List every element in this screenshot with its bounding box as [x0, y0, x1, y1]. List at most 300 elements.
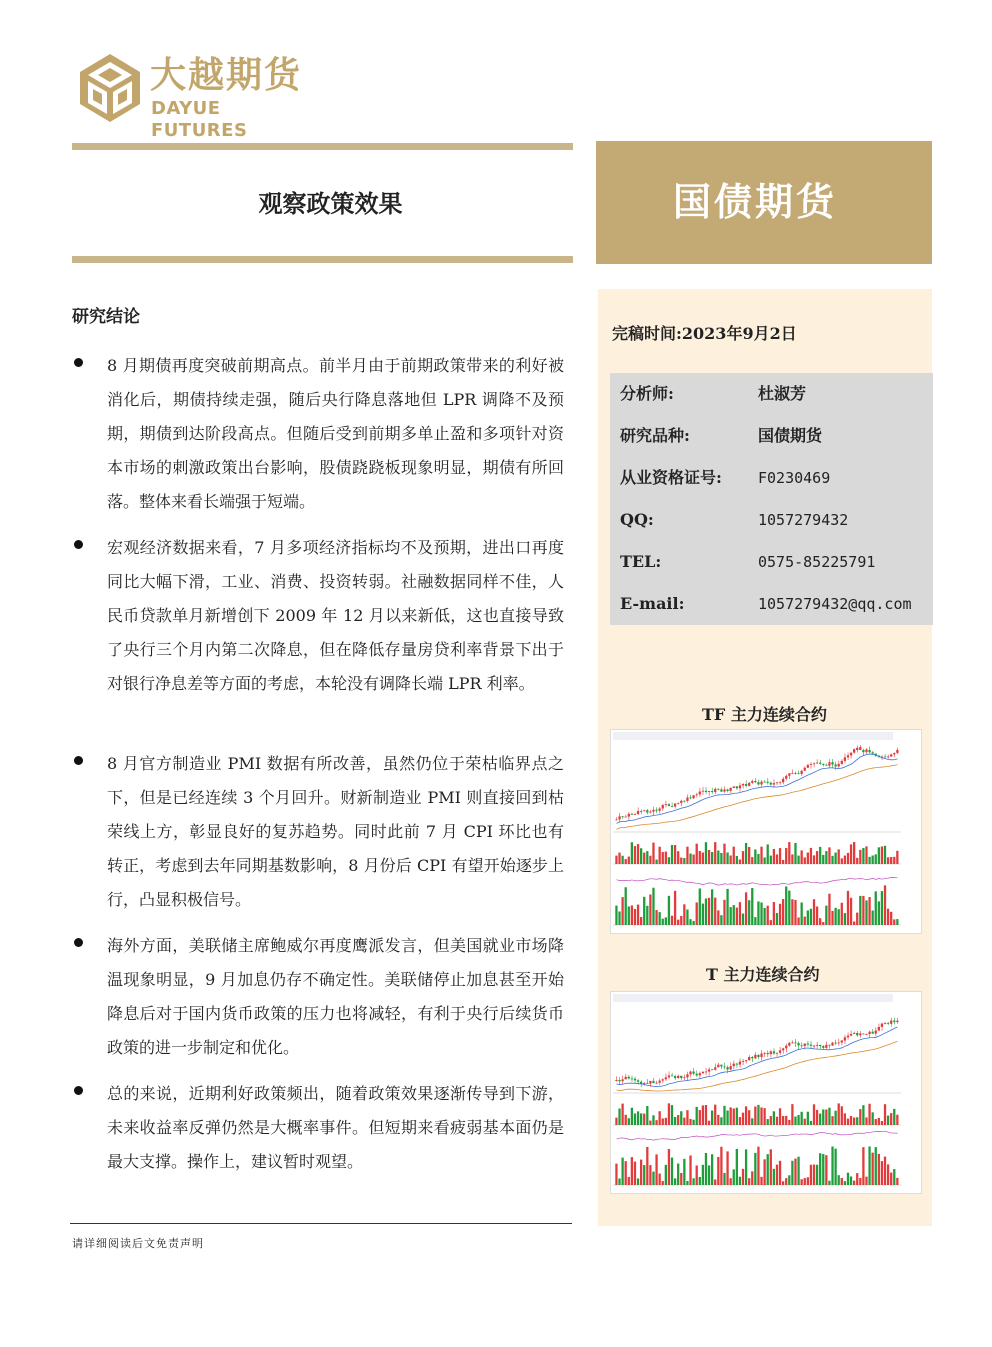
volume-bar: [748, 847, 750, 864]
volume-bar: [856, 858, 858, 864]
indicator-bar: [801, 1179, 803, 1185]
candle-body: [856, 748, 858, 750]
candle-body: [794, 773, 796, 774]
candle-body: [868, 1032, 870, 1034]
volume-bar: [890, 857, 892, 864]
indicator-bar: [705, 898, 707, 925]
indicator-bar: [853, 1181, 855, 1185]
volume-bar: [625, 1115, 627, 1125]
candle-body: [807, 765, 809, 768]
volume-bar: [872, 1112, 874, 1125]
indicator-bar: [828, 1181, 830, 1185]
bullet-text: 宏观经济数据来看，7 月多项经济指标均不及预期，进出口再度同比大幅下滑，工业、消费、投资转弱。社融数据同样不佳，人民币贷款单月新增创下 2009 年 12 月以来新低，这也直接导致了央行三个月内第二次降息，但在降低存量房贷利率背景下出于对银行净息差等方面的考虑，本轮没有调降长端 LPR 利率。: [107, 538, 564, 693]
volume-bar: [726, 1111, 728, 1125]
indicator-bar: [652, 1172, 654, 1185]
indicator-bar: [711, 1154, 713, 1185]
indicator-bar: [699, 888, 701, 925]
volume-bar: [862, 1105, 864, 1125]
volume-bar: [652, 1115, 654, 1125]
indicator-bar: [674, 1178, 676, 1185]
candle-body: [893, 1021, 895, 1022]
volume-bar: [791, 1104, 793, 1125]
indicator-bar: [776, 913, 778, 925]
indicator-bar: [634, 1162, 636, 1185]
volume-bar: [896, 1115, 898, 1125]
indicator-bar: [702, 1165, 704, 1185]
volume-bar: [692, 855, 694, 864]
indicator-bar: [705, 1153, 707, 1185]
candle-body: [810, 1045, 812, 1046]
candle-body: [831, 762, 833, 764]
volume-bar: [754, 1107, 756, 1125]
indicator-bar: [788, 1175, 790, 1185]
candle-body: [754, 1055, 756, 1059]
candle-body: [686, 1074, 688, 1077]
indicator-bar: [893, 1169, 895, 1185]
volume-bar: [730, 1107, 732, 1125]
candle-body: [720, 789, 722, 791]
indicator-bar: [677, 920, 679, 925]
volume-bar: [785, 1116, 787, 1125]
candle-body: [655, 810, 657, 811]
candle-body: [705, 1072, 707, 1073]
candle-body: [631, 814, 633, 815]
indicator-bar: [649, 1165, 651, 1185]
indicator-bar: [674, 891, 676, 925]
candle-body: [714, 1067, 716, 1069]
indicator-bar: [625, 887, 627, 925]
volume-bar: [757, 1105, 759, 1125]
indicator-bar: [621, 897, 623, 925]
volume-bar: [782, 860, 784, 864]
candle-body: [686, 798, 688, 801]
volume-bar: [677, 1115, 679, 1125]
indicator-bar: [733, 1169, 735, 1185]
bullet-dot-icon: [74, 1086, 83, 1095]
indicator-bar: [751, 1171, 753, 1185]
volume-bar: [618, 1109, 620, 1125]
candle-body: [797, 1043, 799, 1045]
volume-bar: [825, 1110, 827, 1125]
volume-bar: [668, 857, 670, 864]
candle-body: [859, 1034, 861, 1036]
indicator-bar: [631, 1157, 633, 1185]
candle-body: [751, 1057, 753, 1058]
info-value: F0230469: [758, 469, 831, 487]
volume-bar: [655, 1120, 657, 1125]
candle-body: [770, 1051, 772, 1054]
candle-body: [884, 757, 886, 758]
volume-bar: [770, 856, 772, 864]
info-value: 杜淑芳: [758, 384, 807, 403]
conclusion-bullet: [72, 531, 564, 735]
volume-bar: [828, 847, 830, 864]
indicator-bar: [708, 1165, 710, 1185]
candle-body: [760, 1054, 762, 1057]
indicator-bar: [791, 1161, 793, 1185]
indicator-bar: [683, 904, 685, 925]
volume-bar: [748, 1110, 750, 1125]
volume-bar: [720, 1117, 722, 1125]
info-label: 从业资格证号:: [620, 468, 722, 487]
candle-body: [628, 1077, 630, 1079]
volume-bar: [760, 847, 762, 864]
indicator-bar: [717, 910, 719, 925]
candle-body: [838, 1043, 840, 1044]
indicator-bar: [822, 922, 824, 925]
indicator-bar: [896, 1178, 898, 1185]
bullet-text: 总的来说，近期利好政策频出，随着政策效果逐渐传导到下游，未来收益率反弹仍然是大概率事件。但短期来看疲弱基本面仍是最大支撑。操作上，建议暂时观望。: [107, 1084, 564, 1171]
candle-body: [887, 1023, 889, 1024]
volume-bar: [745, 843, 747, 864]
volume-bar: [872, 856, 874, 864]
indicator-bar: [640, 917, 642, 925]
volume-bar: [810, 1121, 812, 1125]
indicator-bar: [659, 1174, 661, 1185]
tf-kline-chart: [611, 730, 921, 933]
volume-bar: [884, 846, 886, 864]
candle-body: [887, 756, 889, 757]
indicator-bar: [875, 891, 877, 925]
volume-bar: [665, 1118, 667, 1125]
indicator-bar: [872, 910, 874, 925]
volume-bar: [655, 860, 657, 864]
indicator-bar: [791, 899, 793, 925]
candle-body: [689, 798, 691, 799]
category-label: 国债期货: [672, 180, 837, 224]
indicator-bar: [847, 891, 849, 925]
volume-bar: [875, 1119, 877, 1125]
indicator-bar: [646, 1147, 648, 1185]
indicator-bar: [828, 894, 830, 925]
indicator-bar: [825, 1155, 827, 1185]
candle-body: [893, 753, 895, 754]
candle-body: [733, 1064, 735, 1067]
candle-body: [819, 1045, 821, 1046]
volume-bar: [819, 847, 821, 864]
volume-bar: [850, 844, 852, 864]
candle-body: [680, 801, 682, 803]
volume-bar: [643, 1114, 645, 1125]
indicator-bar: [810, 1165, 812, 1185]
indicator-bar: [708, 898, 710, 925]
volume-bar: [788, 842, 790, 864]
candle-body: [739, 786, 741, 789]
indicator-bar: [696, 1165, 698, 1185]
bullet-dot-icon: [74, 540, 83, 549]
volume-bar: [887, 857, 889, 864]
candle-body: [621, 816, 623, 817]
volume-bar: [782, 1116, 784, 1125]
indicator-bar: [754, 1153, 756, 1185]
candle-body: [862, 1034, 864, 1035]
volume-bar: [702, 1105, 704, 1125]
volume-bar: [853, 842, 855, 864]
candle-body: [862, 750, 864, 752]
indicator-bar: [677, 1164, 679, 1185]
indicator-bar: [643, 897, 645, 925]
volume-bar: [742, 851, 744, 864]
volume-bar: [825, 851, 827, 864]
candle-body: [668, 1075, 670, 1077]
candle-body: [736, 786, 738, 788]
info-label: 研究品种:: [620, 426, 690, 445]
candle-body: [683, 801, 685, 802]
candle-body: [677, 1076, 679, 1078]
indicator-bar: [714, 898, 716, 925]
volume-bar: [649, 856, 651, 864]
volume-bar: [733, 1108, 735, 1125]
volume-bar: [739, 859, 741, 864]
volume-bar: [859, 1109, 861, 1125]
indicator-bar: [696, 902, 698, 925]
tf-kline-chart-image: [610, 729, 922, 934]
bullet-text: 8 月官方制造业 PMI 数据有所改善，虽然仍位于荣枯临界点之下，但是已经连续 3 个月回升。财新制造业 PMI 则直接回到枯荣线上方，彰显良好的复苏趋势。同时此前 7 月 CPI 环比也有转正，考虑到去年同期基数影响，8 月份后 CPI 有望开始逐步上行，凸显积极信号。: [107, 754, 564, 909]
indicator-bar: [810, 909, 812, 925]
indicator-bar: [801, 902, 803, 925]
volume-bar: [714, 842, 716, 864]
candle-body: [760, 782, 762, 785]
indicator-bar: [865, 1177, 867, 1185]
indicator-bar: [779, 1161, 781, 1185]
title-rule-bottom: [72, 256, 573, 263]
candle-body: [838, 764, 840, 767]
indicator-bar: [785, 1178, 787, 1185]
indicator-bar: [659, 912, 661, 925]
indicator-bar: [655, 1154, 657, 1185]
email-link[interactable]: 1057279432@qq.com: [758, 595, 912, 613]
indicator-bar: [856, 913, 858, 925]
indicator-bar: [782, 1181, 784, 1185]
candle-body: [665, 1077, 667, 1079]
volume-bar: [754, 849, 756, 864]
indicator-bar: [662, 919, 664, 925]
candle-body: [699, 1073, 701, 1075]
volume-bar: [791, 854, 793, 864]
indicator-bar: [742, 913, 744, 925]
candle-body: [668, 804, 670, 806]
indicator-bar: [807, 910, 809, 925]
candle-body: [662, 1079, 664, 1080]
indicator-bar: [841, 903, 843, 925]
candle-body: [643, 1083, 645, 1084]
indicator-bar: [745, 1149, 747, 1185]
volume-bar: [868, 857, 870, 864]
indicator-bar: [770, 920, 772, 925]
volume-bar: [662, 1118, 664, 1125]
volume-bar: [733, 847, 735, 864]
indicator-bar: [646, 906, 648, 925]
volume-bar: [893, 857, 895, 864]
volume-bar: [816, 851, 818, 864]
volume-bar: [838, 849, 840, 864]
indicator-bar: [763, 908, 765, 925]
candle-body: [643, 810, 645, 811]
candle-body: [801, 1045, 803, 1046]
candle-body: [652, 1081, 654, 1083]
candle-body: [615, 1080, 617, 1081]
indicator-bar: [850, 898, 852, 925]
indicator-bar: [782, 899, 784, 925]
indicator-bar: [819, 1153, 821, 1185]
volume-bar: [637, 1111, 639, 1125]
indicator-bar: [631, 906, 633, 925]
volume-bar: [841, 1106, 843, 1125]
indicator-bar: [652, 888, 654, 925]
indicator-bar: [825, 906, 827, 925]
candle-body: [748, 783, 750, 786]
indicator-bar: [723, 900, 725, 925]
indicator-bar: [742, 1169, 744, 1185]
volume-bar: [767, 1119, 769, 1125]
candle-body: [890, 754, 892, 756]
candle-body: [794, 1042, 796, 1043]
candle-body: [745, 784, 747, 786]
indicator-bar: [634, 909, 636, 925]
volume-bar: [677, 851, 679, 864]
candle-body: [628, 814, 630, 817]
candle-body: [841, 761, 843, 764]
candle-body: [696, 794, 698, 795]
volume-bar: [674, 1117, 676, 1125]
candle-body: [711, 791, 713, 792]
indicator-bar: [637, 905, 639, 925]
indicator-bar: [754, 917, 756, 925]
volume-bar: [745, 1106, 747, 1125]
volume-bar: [779, 848, 781, 864]
volume-bar: [841, 858, 843, 864]
indicator-bar: [850, 1176, 852, 1185]
candle-body: [868, 750, 870, 752]
candle-body: [692, 795, 694, 798]
bullet-dot-icon: [74, 756, 83, 765]
volume-bar: [859, 850, 861, 864]
info-value: 国债期货: [758, 426, 823, 445]
candle-body: [767, 782, 769, 783]
candle-body: [847, 1036, 849, 1038]
volume-bar: [730, 855, 732, 864]
volume-bar: [711, 852, 713, 864]
candle-body: [640, 811, 642, 812]
candle-body: [816, 1045, 818, 1046]
candle-body: [773, 783, 775, 784]
volume-bar: [776, 1117, 778, 1125]
candle-body: [680, 1076, 682, 1078]
candle-body: [665, 804, 667, 805]
indicator-bar: [844, 1181, 846, 1185]
candle-body: [828, 762, 830, 765]
volume-bar: [810, 848, 812, 864]
candle-body: [652, 810, 654, 812]
volume-bar: [649, 1121, 651, 1125]
indicator-bar: [628, 1177, 630, 1185]
volume-bar: [689, 854, 691, 864]
candle-body: [720, 1065, 722, 1067]
volume-bar: [628, 857, 630, 864]
indicator-bar: [878, 901, 880, 925]
indicator-bar: [838, 1175, 840, 1185]
candle-body: [813, 1046, 815, 1047]
candle-body: [782, 1048, 784, 1050]
indicator-bar: [723, 1173, 725, 1185]
bullet-dot-icon: [74, 358, 83, 367]
volume-bar: [801, 1112, 803, 1125]
indicator-bar: [816, 906, 818, 925]
candle-body: [625, 1077, 627, 1079]
indicator-bar: [767, 906, 769, 925]
volume-bar: [618, 853, 620, 864]
volume-bar: [884, 1104, 886, 1125]
candle-body: [730, 1066, 732, 1069]
candle-body: [659, 1081, 661, 1083]
volume-bar: [668, 1103, 670, 1125]
volume-bar: [702, 853, 704, 864]
volume-bar: [646, 851, 648, 864]
indicator-bar: [683, 1159, 685, 1185]
candle-body: [671, 806, 673, 807]
volume-bar: [625, 859, 627, 864]
indicator-bar: [797, 917, 799, 925]
volume-bar: [726, 852, 728, 864]
volume-bar: [773, 849, 775, 864]
indicator-bar: [776, 1165, 778, 1185]
candle-body: [776, 1053, 778, 1054]
indicator-bar: [720, 1147, 722, 1185]
footer-rule: [70, 1223, 572, 1224]
indicator-bar: [757, 1147, 759, 1185]
indicator-bar: [841, 1178, 843, 1185]
indicator-bar: [655, 910, 657, 925]
volume-bar: [862, 848, 864, 864]
candle-body: [797, 773, 799, 774]
volume-bar: [652, 843, 654, 864]
candle-body: [850, 1034, 852, 1036]
candle-body: [649, 1081, 651, 1084]
indicator-bar: [714, 1179, 716, 1185]
indicator-bar: [847, 1173, 849, 1185]
indicator-bar: [615, 1164, 617, 1185]
volume-bar: [665, 852, 667, 864]
volume-bar: [751, 857, 753, 864]
candle-body: [890, 1021, 892, 1024]
bullet-text: 8 月期债再度突破前期高点。前半月由于前期政策带来的利好被消化后，期债持续走强，随后央行降息落地但 LPR 调降不及预期，期债到达阶段高点。但随后受到前期多单止盈和多项针对资本市场的刺激政策出台影响，股债跷跷板现象明显，期债有所回落。整体来看长端强于短端。: [107, 356, 564, 511]
indicator-bar: [733, 905, 735, 925]
candle-body: [767, 1053, 769, 1054]
conclusion-bullet: [72, 747, 564, 917]
volume-bar: [705, 1105, 707, 1125]
volume-bar: [686, 847, 688, 864]
volume-bar: [893, 1109, 895, 1125]
info-label: 分析师:: [620, 384, 674, 403]
indicator-bar: [838, 909, 840, 925]
indicator-bar: [804, 917, 806, 925]
conclusion-bullet: [72, 929, 564, 1065]
indicator-bar: [649, 895, 651, 925]
candle-body: [677, 803, 679, 804]
volume-bar: [797, 856, 799, 864]
indicator-bar: [890, 912, 892, 925]
volume-bar: [717, 1115, 719, 1125]
volume-bar: [779, 1108, 781, 1125]
volume-bar: [856, 1117, 858, 1125]
indicator-bar: [686, 1181, 688, 1185]
candle-body: [896, 1021, 898, 1022]
candle-body: [748, 1057, 750, 1060]
candle-body: [853, 1033, 855, 1034]
volume-bar: [831, 856, 833, 864]
candle-body: [875, 1031, 877, 1034]
volume-bar: [785, 848, 787, 864]
